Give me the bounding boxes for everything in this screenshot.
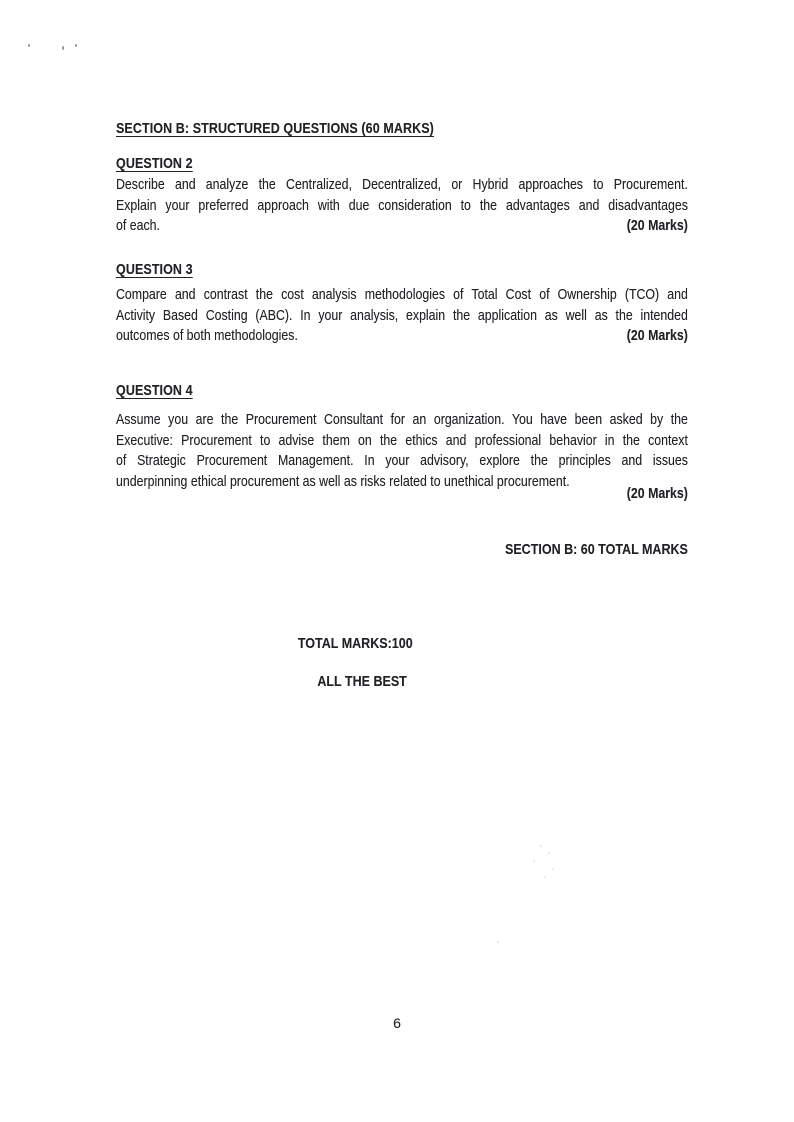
question-3-heading: QUESTION 3	[116, 262, 193, 278]
question-3-line-1: Compare and contrast the cost analysis methodologies of Total Cost of Ownership (TCO) and	[116, 287, 688, 303]
question-2-last-line-text: of each.	[116, 218, 160, 234]
scan-artifact	[548, 852, 550, 854]
question-3-line-2: Activity Based Costing (ABC). In your analysis, explain the application as well as the intended	[116, 307, 688, 324]
scan-artifact	[540, 845, 542, 847]
question-4-line-1: Assume you are the Procurement Consultant for an organization. You have been asked by the	[116, 412, 688, 428]
scan-artifact	[75, 44, 77, 47]
section-b-heading: SECTION B: STRUCTURED QUESTIONS (60 MARKS)	[116, 121, 434, 137]
question-4-line-2: Executive: Procurement to advise them on the ethics and professional behavior in the context	[116, 432, 688, 449]
question-4-heading: QUESTION 4	[116, 383, 193, 399]
question-2-line-1: Describe and analyze the Centralized, Decentralized, or Hybrid approaches to Procurement.	[116, 177, 688, 193]
question-4-line-3: of Strategic Procurement Management. In your advisory, explore the principles and issues	[116, 453, 688, 469]
question-3-last-line-text: outcomes of both methodologies.	[116, 328, 298, 344]
closing-message: ALL THE BEST	[317, 674, 407, 690]
question-2-line-2: Explain your preferred approach with due consideration to the advantages and disadvantages	[116, 197, 688, 214]
question-3-marks: (20 Marks)	[626, 328, 688, 344]
question-2-last-line	[116, 216, 688, 237]
scan-artifact	[533, 860, 535, 862]
question-4-last-line: underpinning ethical procurement as well as risks related to unethical procurement.	[116, 473, 570, 490]
question-4-marks: (20 Marks)	[626, 486, 688, 502]
question-3-body	[116, 285, 688, 347]
scan-artifact	[544, 876, 546, 878]
section-b-total-marks: SECTION B: 60 TOTAL MARKS	[504, 542, 688, 558]
scan-artifact	[28, 44, 30, 47]
scan-artifact	[552, 868, 554, 870]
question-3-last-line	[116, 326, 688, 347]
question-2-marks: (20 Marks)	[626, 218, 688, 234]
question-2-heading: QUESTION 2	[116, 156, 193, 172]
question-4-body	[116, 410, 688, 492]
page-number: 6	[393, 1015, 401, 1031]
scan-artifact	[62, 46, 64, 50]
question-2-body	[116, 175, 688, 237]
scan-artifact	[497, 941, 499, 943]
total-marks: TOTAL MARKS:100	[297, 636, 413, 652]
